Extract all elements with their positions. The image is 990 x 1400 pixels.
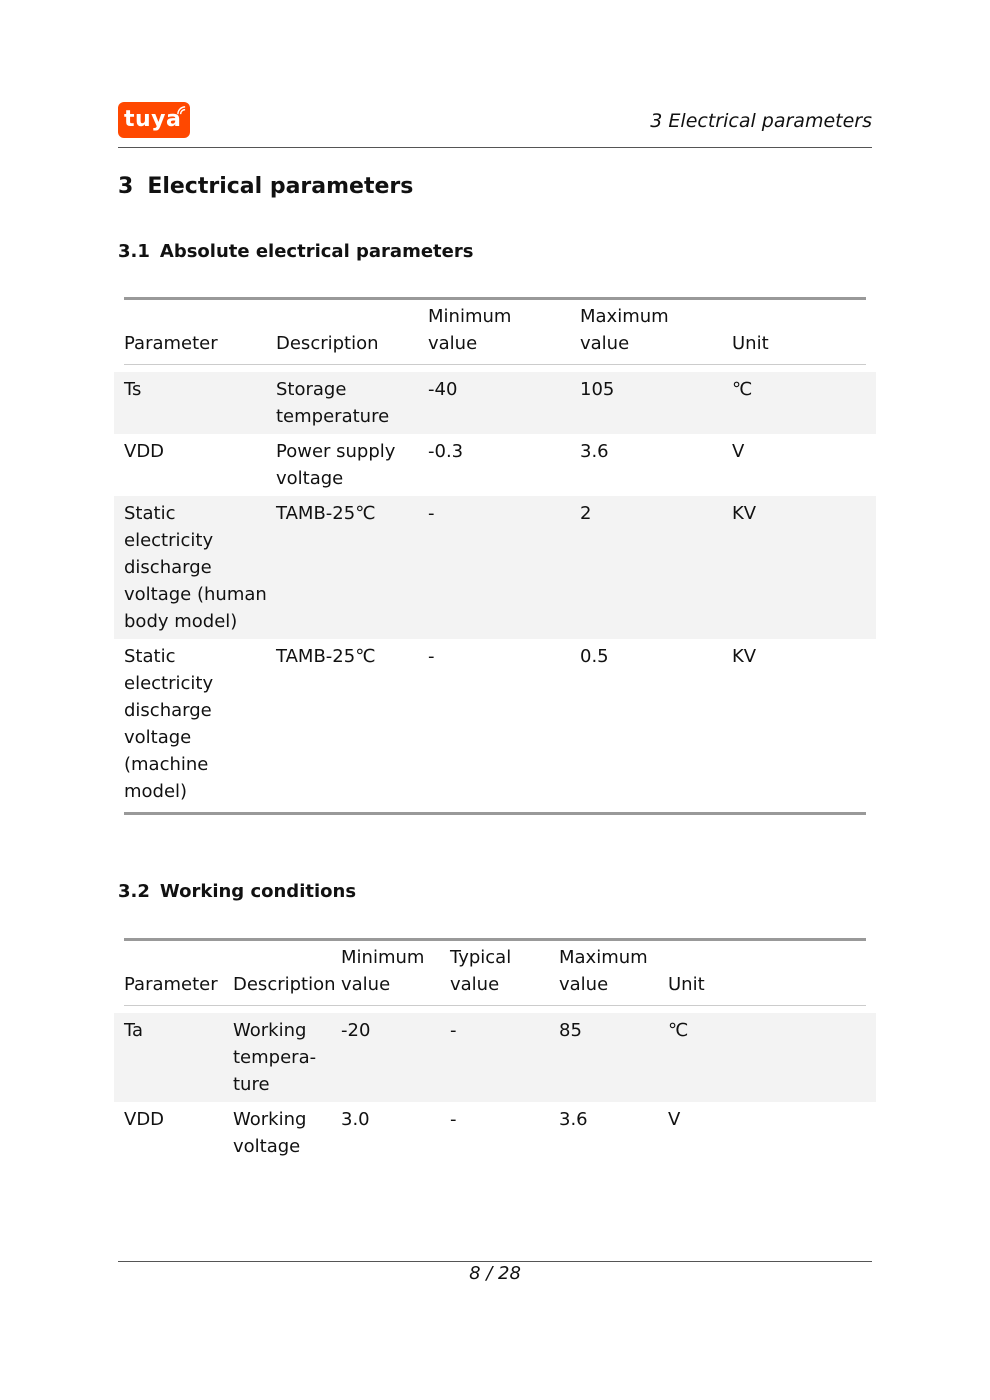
table-cell: Power supply voltage bbox=[276, 441, 396, 489]
table-cell: 105 bbox=[580, 379, 615, 400]
table-row bbox=[124, 639, 866, 809]
table-cell: Working tempera-ture bbox=[233, 1020, 317, 1095]
header-cell: Unit bbox=[668, 974, 705, 995]
working-conditions-table bbox=[124, 938, 866, 1164]
page-header bbox=[118, 100, 872, 148]
table-cell: 3.0 bbox=[341, 1109, 370, 1130]
table-cell: VDD bbox=[124, 1109, 165, 1130]
table-row bbox=[124, 1013, 866, 1102]
header-cell: Minimum value bbox=[428, 306, 512, 354]
table-cell: Storage temperature bbox=[276, 379, 390, 427]
section-heading bbox=[118, 174, 413, 199]
table-cell: Ts bbox=[124, 379, 142, 400]
table-cell: VDD bbox=[124, 441, 165, 462]
header-cell: Parameter bbox=[124, 974, 218, 995]
table-cell: - bbox=[428, 646, 435, 667]
header-cell: Description bbox=[276, 333, 379, 354]
table-cell: TAMB-25℃ bbox=[276, 646, 376, 667]
subsection-number: 3.2 bbox=[118, 881, 150, 902]
table-cell: ℃ bbox=[732, 379, 753, 400]
subsection-title: Absolute electrical parameters bbox=[159, 241, 474, 262]
absolute-parameters-table bbox=[124, 297, 866, 815]
table-cell: -20 bbox=[341, 1020, 371, 1041]
tuya-logo bbox=[118, 102, 190, 138]
table-cell: 3.6 bbox=[559, 1109, 588, 1130]
logo-text: tuya bbox=[124, 107, 182, 132]
table-cell: - bbox=[450, 1109, 457, 1130]
subsection-heading-absolute bbox=[118, 241, 473, 262]
table-cell: KV bbox=[732, 646, 757, 667]
section-title: Electrical parameters bbox=[147, 174, 414, 199]
page-number: 8 / 28 bbox=[469, 1263, 521, 1284]
running-title: 3 Electrical parameters bbox=[650, 110, 872, 132]
table-cell: -40 bbox=[428, 379, 458, 400]
table-cell: KV bbox=[732, 503, 757, 524]
table-bottom-rule bbox=[124, 812, 866, 815]
table-row bbox=[124, 1102, 866, 1164]
table-cell: Static electricity discharge voltage (human body model) bbox=[124, 503, 267, 632]
table-cell: 85 bbox=[559, 1020, 582, 1041]
subsection-heading-working bbox=[118, 881, 356, 902]
header-cell: Parameter bbox=[124, 333, 218, 354]
header-cell: Minimum value bbox=[341, 947, 425, 995]
table-cell: V bbox=[732, 441, 745, 462]
table-header-row bbox=[124, 300, 866, 364]
table-cell: Static electricity discharge voltage (machine model) bbox=[124, 646, 214, 802]
subsection-number: 3.1 bbox=[118, 241, 150, 262]
header-cell: Unit bbox=[732, 333, 769, 354]
table-cell: ℃ bbox=[668, 1020, 689, 1041]
table-cell: 2 bbox=[580, 503, 592, 524]
table-cell: Working voltage bbox=[233, 1109, 307, 1157]
header-cell: Description bbox=[233, 974, 336, 995]
table-cell: TAMB-25℃ bbox=[276, 503, 376, 524]
table-cell: Ta bbox=[124, 1020, 144, 1041]
page-footer bbox=[118, 1261, 872, 1284]
wifi-arc-icon bbox=[177, 106, 186, 115]
table-cell: - bbox=[428, 503, 435, 524]
section-number: 3 bbox=[118, 174, 134, 199]
table-row bbox=[124, 496, 866, 639]
table-cell: V bbox=[668, 1109, 681, 1130]
table-row bbox=[124, 434, 866, 496]
header-cell: Typical value bbox=[450, 947, 512, 995]
table-cell: 0.5 bbox=[580, 646, 609, 667]
subsection-title: Working conditions bbox=[159, 881, 357, 902]
table-header-row bbox=[124, 941, 866, 1005]
table-row bbox=[124, 372, 866, 434]
header-cell: Maximum value bbox=[559, 947, 648, 995]
table-cell: -0.3 bbox=[428, 441, 464, 462]
table-cell: 3.6 bbox=[580, 441, 609, 462]
header-cell: Maximum value bbox=[580, 306, 669, 354]
table-cell: - bbox=[450, 1020, 457, 1041]
